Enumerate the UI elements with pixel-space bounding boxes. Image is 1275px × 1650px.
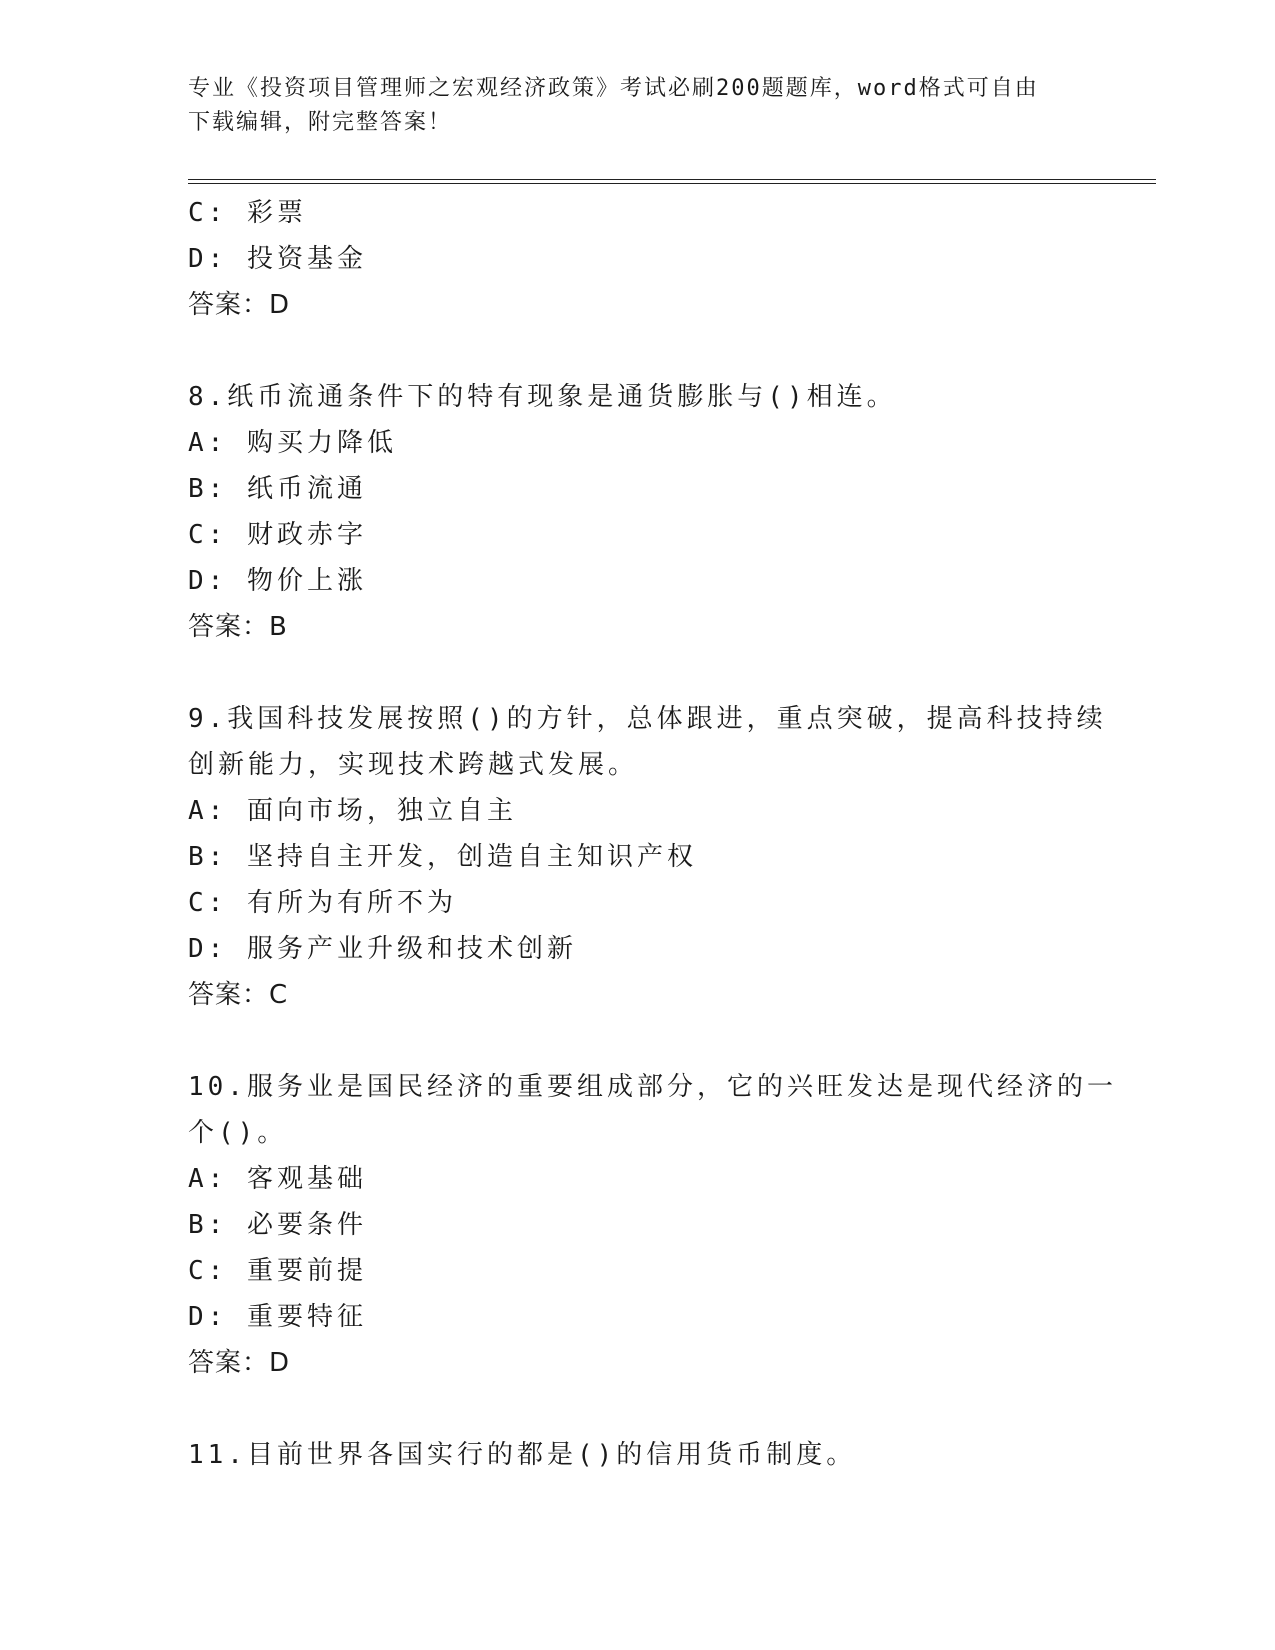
question-block-10	[188, 1064, 1117, 1386]
option-a: A: 客观基础	[188, 1164, 367, 1194]
spacer	[188, 1018, 1088, 1064]
question-block-9	[188, 696, 1107, 1018]
question-text-line-2: 创新能力，实现技术跨越式发展。	[188, 750, 639, 780]
option-b: B: 必要条件	[188, 1210, 367, 1240]
question-block-7-fragment	[188, 190, 1088, 328]
option-d: D: 物价上涨	[188, 566, 367, 596]
answer-label: 答案：C	[188, 980, 289, 1010]
question-block-11	[188, 1432, 1088, 1478]
option-b: B: 坚持自主开发，创造自主知识产权	[188, 842, 697, 872]
answer-label: 答案：D	[188, 1348, 291, 1378]
question-text: 11.目前世界各国实行的都是()的信用货币制度。	[188, 1440, 857, 1470]
option-c: C: 重要前提	[188, 1256, 367, 1286]
header-line-1: 专业《投资项目管理师之宏观经济政策》考试必刷200题题库，word格式可自由	[188, 76, 1039, 101]
option-c: C: 财政赤字	[188, 520, 367, 550]
header-divider-top	[188, 179, 1156, 180]
question-list	[188, 190, 1117, 1478]
option-c: C: 有所为有所不为	[188, 888, 457, 918]
question-text-line-1: 10.服务业是国民经济的重要组成部分，它的兴旺发达是现代经济的一	[188, 1072, 1117, 1102]
document-header	[188, 72, 1088, 140]
option-a: A: 面向市场，独立自主	[188, 796, 517, 826]
question-text-line-1: 9.我国科技发展按照()的方针，总体跟进，重点突破，提高科技持续	[188, 704, 1107, 734]
question-text: 8.纸币流通条件下的特有现象是通货膨胀与()相连。	[188, 382, 897, 412]
spacer	[188, 328, 1088, 374]
question-text-line-2: 个()。	[188, 1118, 288, 1148]
spacer	[188, 650, 1088, 696]
option-d: D: 服务产业升级和技术创新	[188, 934, 577, 964]
option-d: D: 投资基金	[188, 244, 367, 274]
spacer	[188, 1386, 1088, 1432]
header-divider-bottom	[188, 183, 1156, 184]
option-d: D: 重要特征	[188, 1302, 367, 1332]
option-b: B: 纸币流通	[188, 474, 367, 504]
answer-label: 答案：B	[188, 612, 288, 642]
answer-label: 答案：D	[188, 290, 291, 320]
option-c: C: 彩票	[188, 198, 307, 228]
question-block-8	[188, 374, 1088, 650]
option-a: A: 购买力降低	[188, 428, 397, 458]
header-line-2: 下载编辑，附完整答案！	[188, 110, 453, 135]
